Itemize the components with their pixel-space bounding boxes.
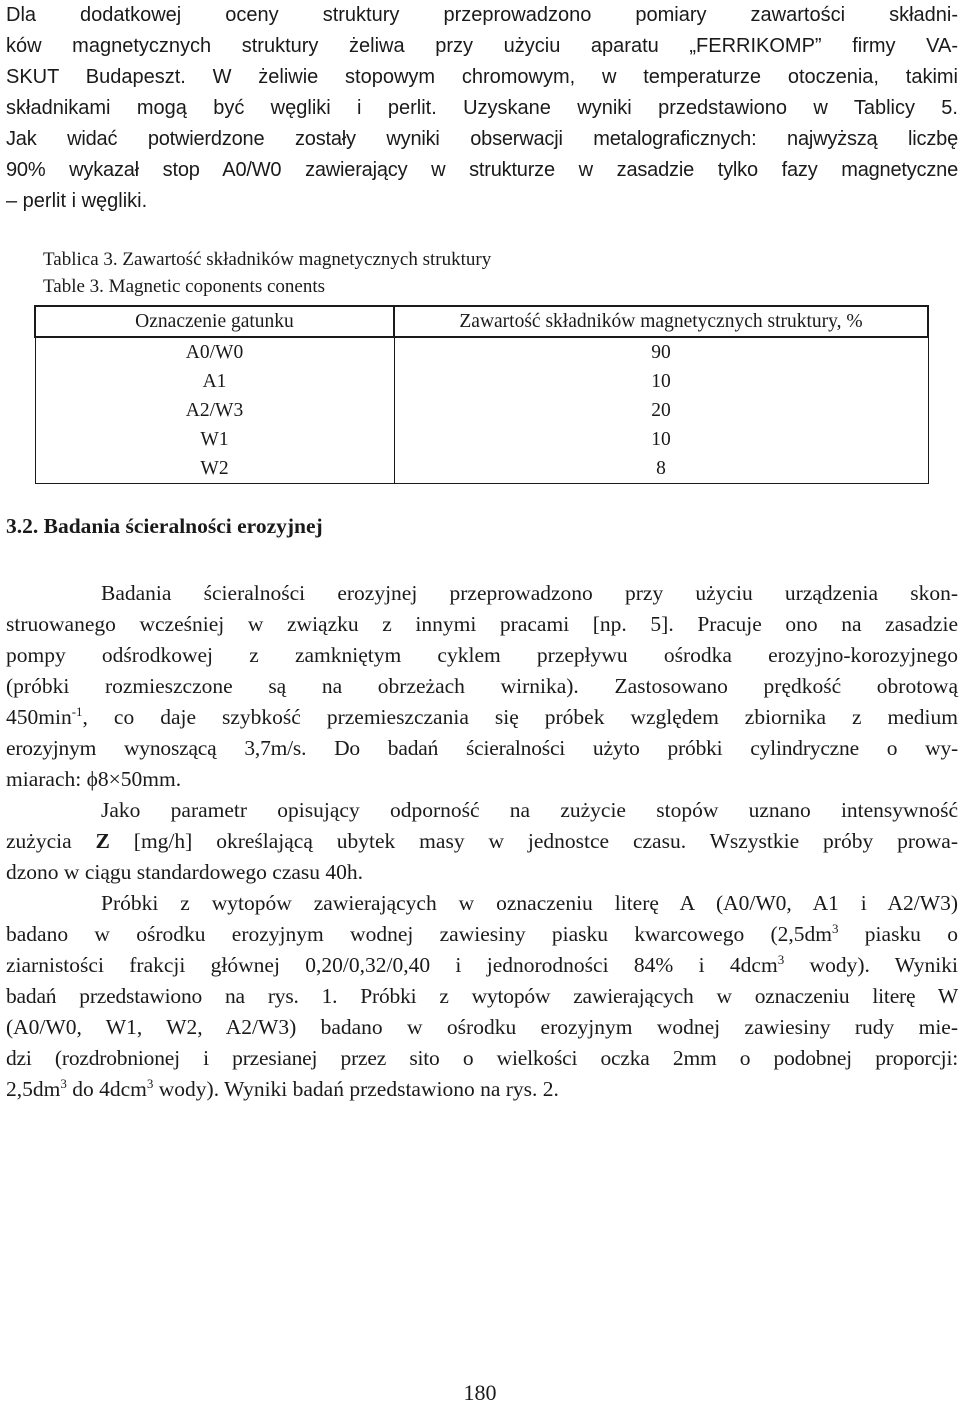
text-fragment: zużycia bbox=[6, 829, 96, 853]
text-line bbox=[6, 826, 958, 857]
superscript: 3 bbox=[146, 1076, 154, 1091]
magnetic-components-table bbox=[34, 305, 929, 484]
text-line: (próbki rozmieszczone są na obrzeżach wirnika). Zastosowano prędkość obrotową bbox=[6, 674, 958, 698]
text-fragment: [mg/h] określającą ubytek masy w jednostce czasu. Wszystkie próby prowa- bbox=[109, 829, 958, 853]
table-caption-en: Table 3. Magnetic coponents conents bbox=[43, 276, 326, 297]
text-fragment: do 4dcm bbox=[66, 1077, 147, 1101]
text-line: składnikami mogą być węgliki i perlit. Uzyskane wyniki przedstawiono w Tablicy 5. bbox=[6, 97, 958, 119]
text-line: dzono w ciągu standardowego czasu 40h. bbox=[6, 860, 364, 884]
text-fragment: ziarnistości frakcji głównej 0,20/0,32/0,40 i jednorodności 84% i 4dcm bbox=[6, 953, 778, 977]
table-caption-pl: Tablica 3. Zawartość składników magnetycznych struktury bbox=[43, 249, 492, 270]
superscript: 3 bbox=[832, 921, 839, 936]
text-fragment: badano w ośrodku erozyjnym wodnej zawiesiny piasku kwarcowego (2,5dm bbox=[6, 922, 832, 946]
text-line: pompy odśrodkowej z zamkniętym cyklem przepływu ośrodka erozyjno-korozyjnego bbox=[6, 643, 958, 667]
text-line: Próbki z wytopów zawierających w oznaczeniu literę A (A0/W0, A1 i A2/W3) bbox=[101, 891, 958, 915]
value-cell: 8 bbox=[394, 454, 928, 484]
text-fragment: piasku o bbox=[838, 922, 958, 946]
superscript: 3 bbox=[777, 952, 785, 967]
text-fragment: 450min bbox=[6, 705, 72, 729]
table-row bbox=[35, 396, 928, 425]
grade-cell: W1 bbox=[35, 425, 394, 454]
text-fragment: wody). Wyniki badań przedstawiono na rys. 2. bbox=[153, 1077, 559, 1101]
paragraph-erosion-setup bbox=[6, 578, 958, 795]
text-line bbox=[6, 919, 958, 950]
text-line: Badania ścieralności erozyjnej przeprowadzono przy użyciu urządzenia skon- bbox=[101, 581, 958, 605]
value-cell: 10 bbox=[394, 367, 928, 396]
value-cell: 10 bbox=[394, 425, 928, 454]
text-line bbox=[6, 702, 958, 733]
text-line bbox=[6, 1074, 958, 1105]
bold-symbol: Z bbox=[95, 829, 110, 853]
table-header-row bbox=[35, 306, 928, 337]
paragraph-magnetic-measurements bbox=[6, 0, 958, 217]
paragraph-wear-parameter bbox=[6, 795, 958, 888]
text-fragment: , co daje szybkość przemieszczania się próbek względem zbiornika z medium bbox=[82, 705, 958, 729]
grade-cell: A1 bbox=[35, 367, 394, 396]
grade-cell: W2 bbox=[35, 454, 394, 484]
grade-cell: A0/W0 bbox=[35, 337, 394, 367]
superscript: 3 bbox=[60, 1076, 67, 1091]
text-line: – perlit i węgliki. bbox=[6, 190, 148, 212]
text-line: erozyjnym wynoszącą 3,7m/s. Do badań ścieralności użyto próbki cylindryczne o wy- bbox=[6, 736, 958, 760]
paragraph-test-media bbox=[6, 888, 958, 1105]
text-line: badań przedstawiono na rys. 1. Próbki z wytopów zawierających w oznaczeniu literę W bbox=[6, 984, 958, 1008]
text-line: (A0/W0, W1, W2, A2/W3) badano w ośrodku erozyjnym wodnej zawiesiny rudy mie- bbox=[6, 1015, 958, 1039]
superscript: -1 bbox=[71, 704, 83, 719]
text-line: struowanego wcześniej w związku z innymi pracami [np. 5]. Pracuje ono na zasadzie bbox=[6, 612, 958, 636]
column-header-content: Zawartość składników magnetycznych struktury, % bbox=[394, 306, 928, 337]
text-line: Jak widać potwierdzone zostały wyniki obserwacji metalograficznych: najwyższą liczbę bbox=[6, 128, 958, 150]
text-line: miarach: ϕ8×50mm. bbox=[6, 767, 182, 791]
column-header-grade: Oznaczenie gatunku bbox=[35, 306, 394, 337]
text-line: dzi (rozdrobnionej i przesianej przez sito o wielkości oczka 2mm o podobnej proporcji: bbox=[6, 1046, 958, 1070]
grade-cell: A2/W3 bbox=[35, 396, 394, 425]
value-cell: 20 bbox=[394, 396, 928, 425]
text-line: Jako parametr opisujący odporność na zużycie stopów uznano intensywność bbox=[101, 798, 958, 822]
text-line: 90% wykazał stop A0/W0 zawierający w strukturze w zasadzie tylko fazy magnetyczne bbox=[6, 159, 958, 181]
table-row bbox=[35, 367, 928, 396]
text-line: SKUT Budapeszt. W żeliwie stopowym chromowym, w temperaturze otoczenia, takimi bbox=[6, 66, 958, 88]
text-line bbox=[6, 950, 958, 981]
page-number: 180 bbox=[463, 1380, 497, 1405]
text-line: ków magnetycznych struktury żeliwa przy użyciu aparatu „FERRIKOMP” firmy VA- bbox=[6, 35, 958, 57]
value-cell: 90 bbox=[394, 337, 928, 367]
table-row bbox=[35, 425, 928, 454]
table-row bbox=[35, 337, 928, 367]
text-line: Dla dodatkowej oceny struktury przeprowadzono pomiary zawartości składni- bbox=[6, 4, 958, 26]
table-row bbox=[35, 454, 928, 484]
text-fragment: 2,5dm bbox=[6, 1077, 61, 1101]
text-fragment: wody). Wyniki bbox=[784, 953, 958, 977]
section-heading: 3.2. Badania ścieralności erozyjnej bbox=[6, 514, 323, 538]
